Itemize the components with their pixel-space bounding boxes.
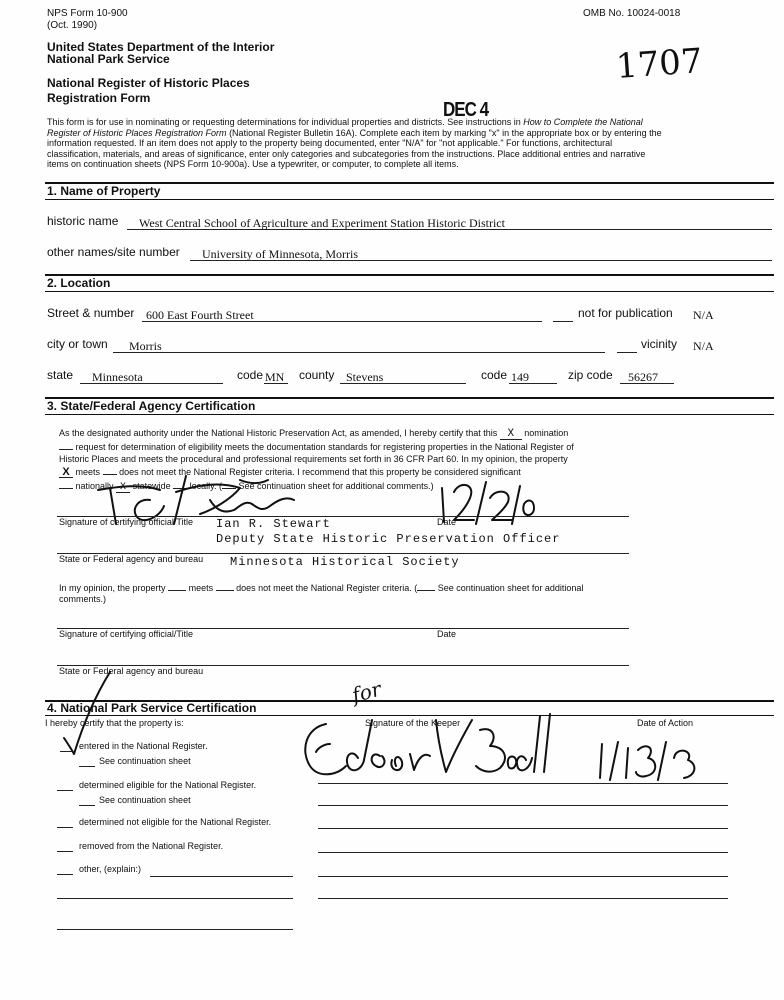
entered-checkbox: [60, 741, 74, 752]
determined-eligible: determined eligible for the National Register.: [79, 780, 257, 790]
section-rule: [45, 274, 774, 276]
county-value: Stevens: [346, 370, 384, 384]
not-for-publication-value: N/A: [693, 308, 714, 322]
county-line: [340, 383, 466, 384]
form-title: National Register of Historic Places: [47, 76, 250, 90]
keeper-signature-line: [318, 898, 728, 899]
determined-eligible-checkbox: [57, 780, 73, 791]
section-rule: [45, 715, 774, 716]
form-date: (Oct. 1990): [47, 20, 98, 31]
state-code-label: code: [237, 368, 264, 382]
meets-mark: X: [59, 468, 73, 478]
section-2-heading: 2. Location: [47, 276, 111, 290]
signature-2-date-label: Date: [437, 629, 457, 639]
section-rule: [45, 414, 774, 415]
state-label: state: [47, 368, 74, 382]
handwritten-for-note: for: [349, 676, 384, 708]
other-checkbox: [57, 864, 73, 875]
section-rule: [45, 199, 774, 200]
signature-1-date-label: Date: [437, 517, 457, 527]
see-continuation-1-checkbox: [79, 756, 95, 767]
signatory-name: Ian R. Stewart: [216, 517, 331, 531]
date-of-action-label: Date of Action: [637, 718, 694, 728]
other-explain-line: [57, 898, 293, 899]
agency-2-label: State or Federal agency and bureau: [59, 666, 204, 676]
street-line: [142, 321, 542, 322]
not-for-publication-label: not for publication: [578, 306, 673, 320]
determined-not-eligible: determined not eligible for the National Register.: [79, 817, 272, 827]
see-continuation-2: See continuation sheet: [99, 795, 191, 805]
vicinity-value: N/A: [693, 339, 714, 353]
nomination-mark: X: [500, 430, 522, 440]
county-code-label: code: [481, 368, 508, 382]
historic-name-value: West Central School of Agriculture and Experiment Station Historic District: [139, 216, 505, 230]
department-name: United States Department of the Interior: [47, 40, 275, 54]
keeper-signature-line: [318, 805, 728, 806]
removed-checkbox: [57, 841, 73, 852]
zip-code-label: zip code: [568, 368, 613, 382]
see-continuation-1: See continuation sheet: [99, 756, 191, 766]
county-code-line: [509, 383, 557, 384]
handwritten-reference-number: 1707: [614, 41, 704, 87]
other-names-label: other names/site number: [47, 245, 180, 259]
keeper-signature-label: Signature of the Keeper: [365, 718, 461, 728]
county-code-value: 149: [511, 370, 529, 384]
agency-1-value: Minnesota Historical Society: [230, 555, 460, 569]
zip-code-line: [620, 383, 674, 384]
other-explain-line: [150, 876, 293, 877]
street-label: Street & number: [47, 306, 135, 320]
state-line: [80, 383, 223, 384]
state-code-value: MN: [265, 370, 285, 384]
received-stamp-date: DEC 4: [443, 98, 489, 121]
keeper-signature-line: [318, 876, 728, 877]
opinion-statement: In my opinion, the property meets does not meet the National Register criteria. ( See continuation sheet for additional comments.): [59, 583, 584, 604]
historic-name-label: historic name: [47, 214, 119, 228]
service-name: National Park Service: [47, 52, 170, 66]
county-label: county: [299, 368, 335, 382]
vicinity-checkbox: [617, 352, 637, 353]
determined-not-eligible-checkbox: [57, 817, 73, 828]
zip-code-value: 56267: [628, 370, 658, 384]
handwritten-action-date: [594, 738, 704, 782]
city-label: city or town: [47, 337, 108, 351]
entered-in-register: entered in the National Register.: [79, 741, 208, 751]
agency-1-label: State or Federal agency and bureau: [59, 554, 204, 564]
keeper-signature-line: [318, 828, 728, 829]
not-for-publication-checkbox: [553, 321, 573, 322]
section-1-heading: 1. Name of Property: [47, 184, 161, 198]
other-names-line: [190, 260, 772, 261]
omb-number: OMB No. 10024-0018: [583, 8, 681, 19]
other-explain-line: [57, 929, 293, 930]
historic-name-line: [127, 229, 772, 230]
signature-2-label: Signature of certifying official/Title: [59, 629, 194, 639]
form-subtitle: Registration Form: [47, 91, 151, 105]
other-names-value: University of Minnesota, Morris: [202, 247, 358, 261]
section-4-heading: 4. National Park Service Certification: [47, 701, 257, 715]
see-continuation-2-checkbox: [79, 795, 95, 806]
state-code-line: [264, 383, 288, 384]
other-explain: other, (explain:): [79, 864, 142, 874]
signature-1-label: Signature of certifying official/Title: [59, 517, 194, 527]
keeper-signature-line: [318, 852, 728, 853]
section-3-heading: 3. State/Federal Agency Certification: [47, 399, 256, 413]
removed-from-register: removed from the National Register.: [79, 841, 224, 851]
street-value: 600 East Fourth Street: [146, 308, 254, 322]
section-rule: [45, 291, 774, 292]
city-line: [113, 352, 605, 353]
handwritten-keeper-signature: [296, 700, 556, 790]
instructions-paragraph: This form is for use in nominating or requesting determinations for individual properties and districts. See instructions in How to Complete the National Register of Historic Places Registration Form (National Register Bulletin 16A). Complete each item by marking "x" in the appropriate box or by entering the information requested. If an item does not apply to the property being documented, enter "N/A" for "not applicable." For functions, architectural classification, materials, and areas of significance, enter only categories and subcategories from the instructions. Place additional entries and narrative items on continuation sheets (NPS Form 10-900a). Use a typewriter, or computer, to complete all items.: [47, 117, 662, 169]
nps-certify-intro: I hereby certify that the property is:: [45, 718, 184, 728]
city-value: Morris: [129, 339, 162, 353]
certification-statement: As the designated authority under the National Historic Preservation Act, as amended, I hereby certify that this X nomination request for determination of eligibility meets the documentation standards for registering properties in the National Register of Historic Places and meets the procedural and professional requirements set forth in 36 CFR Part 60. In my opinion, the property X meets does not meet the National Register criteria. I recommend that this property be considered significant nationally X statewide locally. ( See continuation sheet for additional comments.): [59, 428, 574, 493]
state-value: Minnesota: [92, 370, 143, 384]
statewide-mark: X: [116, 483, 130, 493]
keeper-signature-line: [318, 783, 728, 784]
form-number: NPS Form 10-900: [47, 8, 128, 19]
signatory-title: Deputy State Historic Preservation Officer: [216, 532, 561, 546]
vicinity-label: vicinity: [641, 337, 678, 351]
